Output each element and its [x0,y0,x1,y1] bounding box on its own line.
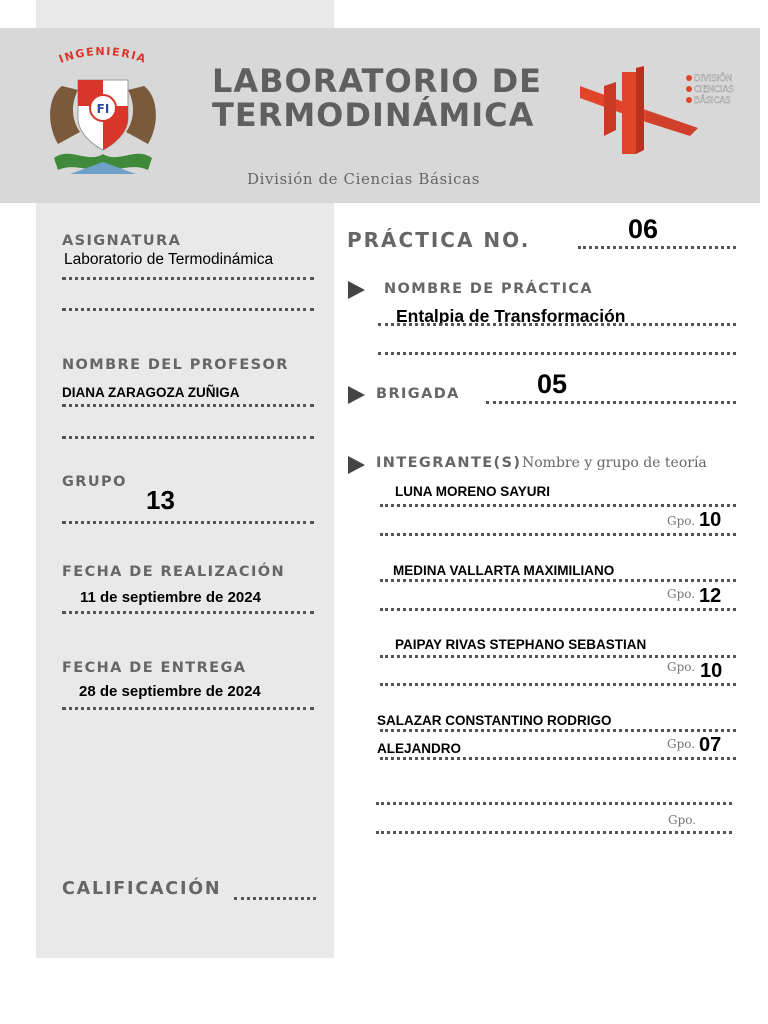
dcb-logo [576,66,700,158]
header-subtitle: División de Ciencias Básicas [247,170,481,188]
grupo-line [62,521,314,524]
integrantes-hint: Nombre y grupo de teoría [522,455,707,471]
profesor-line-1 [62,404,314,407]
member-1-line-1 [380,504,736,507]
fecha-entrega-line [62,707,314,710]
dcb-logo-line3: BÁSICAS [686,96,731,106]
member-5-line-2 [376,831,732,834]
fecha-realizacion-line [62,611,314,614]
member-2-group: 12 [699,585,722,607]
brigada-label: BRIGADA [376,386,460,402]
asignatura-line-1 [62,277,314,280]
header-title-line1: LABORATORIO DE [212,62,543,100]
grupo-label: GRUPO [62,474,127,490]
member-4-line-2 [380,757,736,760]
member-5-line-1 [376,802,732,805]
member-3-name: PAIPAY RIVAS STEPHANO SEBASTIAN [395,637,647,652]
dcb-logo-line1: DIVISIÓN [686,74,732,84]
member-1-group: 10 [699,509,722,531]
member-5-gpo-label: Gpo. [668,813,697,827]
member-4-group: 07 [699,734,722,756]
member-1-name: LUNA MORENO SAYURI [395,484,551,499]
member-4-gpo-label: Gpo. [667,737,696,751]
nombre-practica-line-1 [378,323,736,326]
asignatura-label: ASIGNATURA [62,233,182,249]
integrantes-label: INTEGRANTE(S) [376,455,522,471]
practica-label: PRÁCTICA NO. [347,228,531,252]
fecha-realizacion-label: FECHA DE REALIZACIÓN [62,564,286,580]
fecha-entrega-label: FECHA DE ENTREGA [62,660,247,676]
asignatura-value: Laboratorio de Termodinámica [64,251,274,268]
nombre-practica-label: NOMBRE DE PRÁCTICA [384,281,594,297]
member-4-name-line1: SALAZAR CONSTANTINO RODRIGO [377,713,612,728]
member-2-name: MEDINA VALLARTA MAXIMILIANO [393,563,615,578]
profesor-line-2 [62,436,314,439]
nombre-practica-value: Entalpia de Transformación [396,306,626,326]
fecha-entrega-value: 28 de septiembre de 2024 [79,683,261,700]
calificacion-label: CALIFICACIÓN [62,879,222,899]
member-3-line-1 [380,655,736,658]
member-4-line-1 [380,729,736,732]
member-2-line-1 [380,579,736,582]
play-arrow-icon [348,281,365,299]
member-1-line-2 [380,533,736,536]
practica-value: 06 [628,214,659,244]
brigada-value: 05 [537,369,568,399]
calificacion-line [234,897,316,900]
play-arrow-icon [348,386,365,404]
grupo-value: 13 [146,485,175,515]
profesor-value: DIANA ZARAGOZA ZUÑIGA [62,385,240,400]
play-arrow-icon [348,456,365,474]
member-4-name-line2: ALEJANDRO [377,741,462,756]
svg-text:INGENIERIA: INGENIERIA [57,46,149,66]
member-3-group: 10 [700,660,723,682]
member-3-gpo-label: Gpo. [667,660,696,674]
svg-text:FI: FI [96,102,110,116]
header-banner [0,28,760,203]
header-title-line2: TERMODINÁMICA [212,96,535,134]
member-2-line-2 [380,608,736,611]
nombre-practica-line-2 [378,352,736,355]
fecha-realizacion-value: 11 de septiembre de 2024 [80,589,261,606]
member-2-gpo-label: Gpo. [667,587,696,601]
profesor-label: NOMBRE DEL PROFESOR [62,357,289,373]
practica-line [578,246,736,249]
dcb-logo-line2: CIENCIAS [686,85,734,95]
brigada-line [486,401,736,404]
ingenieria-crest-logo [40,46,166,181]
member-3-line-2 [380,683,736,686]
asignatura-line-2 [62,308,314,311]
member-1-gpo-label: Gpo. [667,514,696,528]
